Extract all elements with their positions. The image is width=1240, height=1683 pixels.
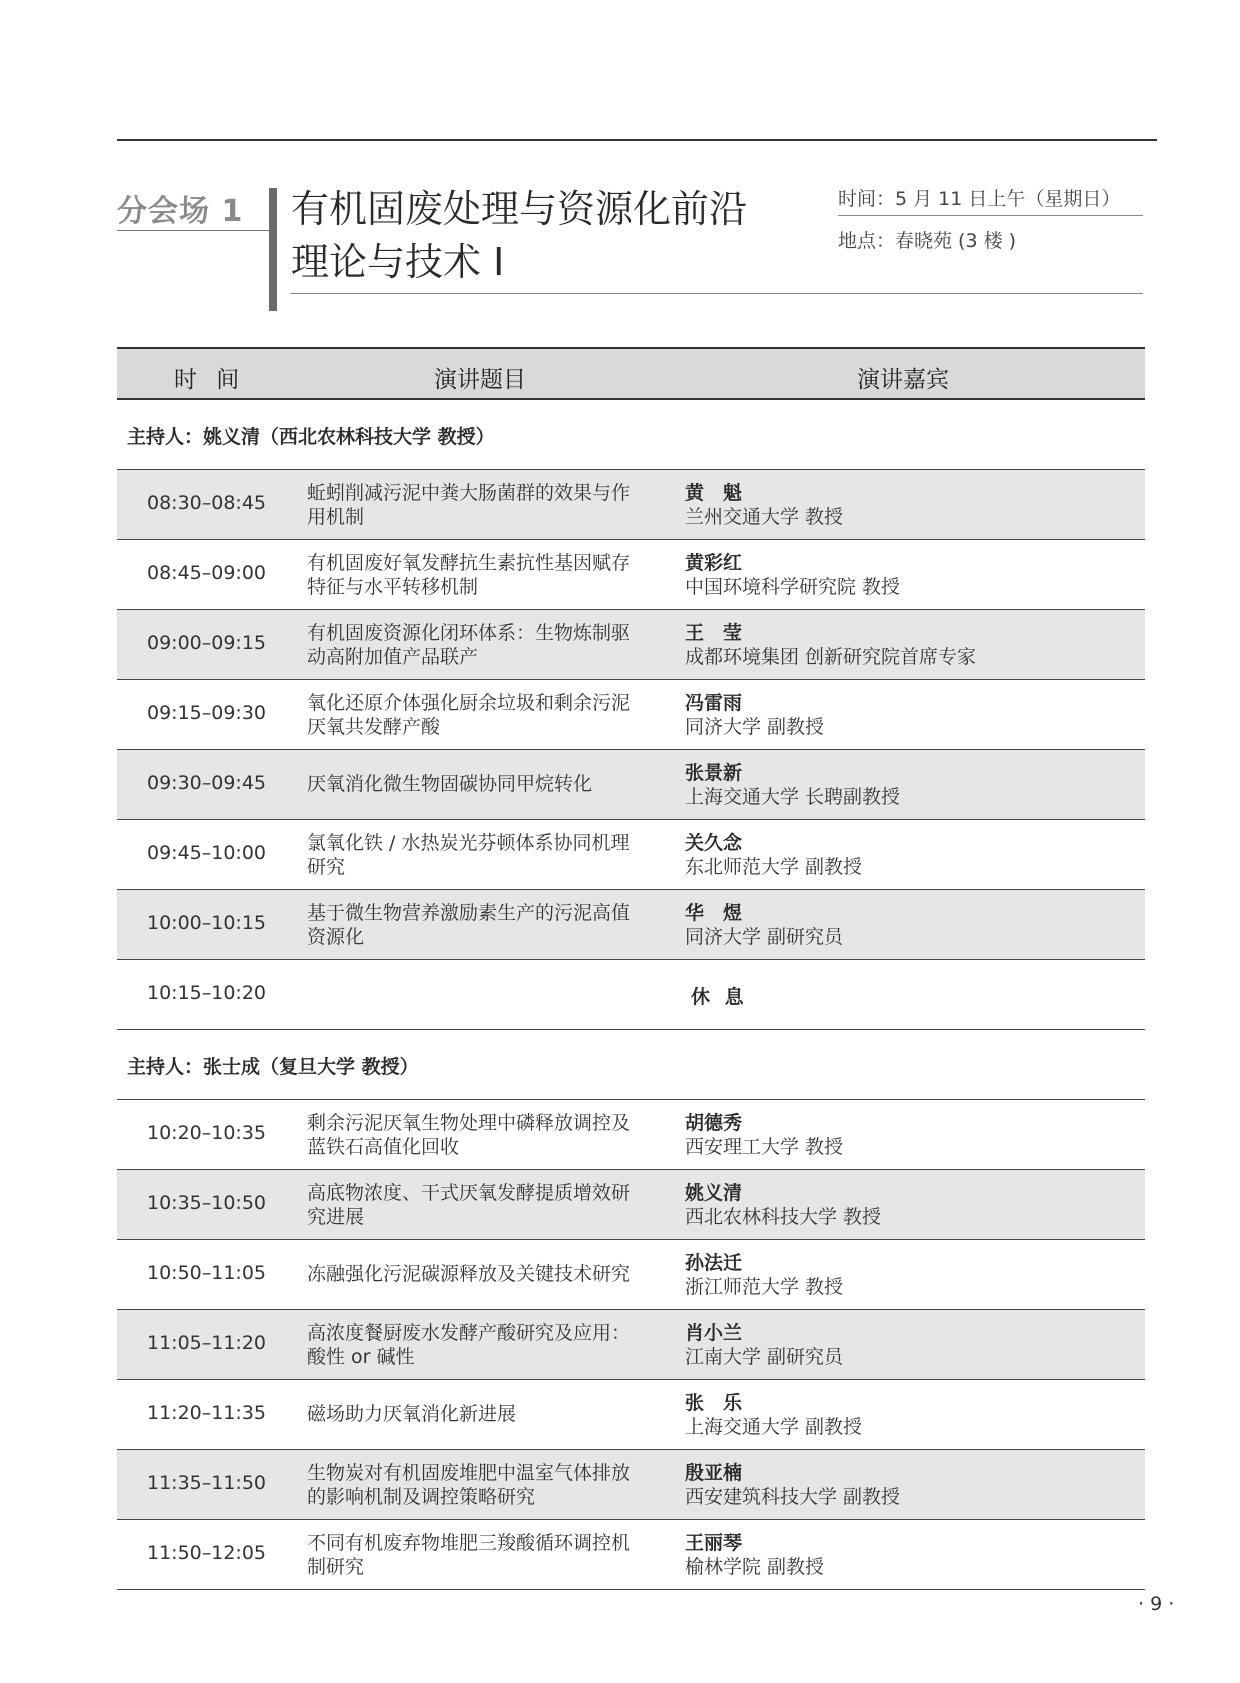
speaker-affiliation: 上海交通大学 副教授 bbox=[685, 1416, 863, 1438]
speaker-affiliation: 浙江师范大学 教授 bbox=[685, 1276, 844, 1298]
speaker-name: 黄 魁 bbox=[685, 482, 743, 504]
table-row bbox=[117, 750, 1145, 820]
talk-topic bbox=[307, 1111, 662, 1159]
talk-topic-line: 厌氧消化微生物固碳协同甲烷转化 bbox=[307, 773, 593, 795]
talk-topic-line: 氯氧化铁 / 水热炭光芬顿体系协同机理 bbox=[307, 832, 630, 854]
speaker-name: 黄彩红 bbox=[685, 552, 743, 574]
speaker-name: 王 莹 bbox=[685, 622, 743, 644]
speaker-name: 殷亚楠 bbox=[685, 1462, 743, 1484]
talk-topic-line: 研究 bbox=[307, 856, 346, 878]
speaker bbox=[685, 1321, 1125, 1369]
session-label: 分会场 1 bbox=[117, 194, 244, 229]
talk-topic bbox=[307, 1181, 662, 1229]
speaker-affiliation: 西北农林科技大学 教授 bbox=[685, 1206, 882, 1228]
host-label: 主持人：姚义清（西北农林科技大学 教授） bbox=[127, 426, 495, 448]
session-title-line1: 有机固废处理与资源化前沿 bbox=[291, 187, 748, 231]
talk-topic bbox=[307, 1402, 662, 1426]
talk-topic-line: 特征与水平转移机制 bbox=[307, 576, 479, 598]
talk-topic-line: 有机固废好氧发酵抗生素抗性基因赋存 bbox=[307, 552, 631, 574]
meta-divider-bottom bbox=[290, 293, 1143, 294]
speaker-name: 华 煜 bbox=[685, 902, 743, 924]
speaker-affiliation: 同济大学 副研究员 bbox=[685, 926, 844, 948]
title-accent-bar bbox=[269, 188, 277, 311]
speaker bbox=[685, 761, 1125, 809]
table-row bbox=[117, 470, 1145, 540]
session-time-slot: 10:20–10:35 bbox=[147, 1122, 267, 1144]
speaker-affiliation: 江南大学 副研究员 bbox=[685, 1346, 844, 1368]
column-header-topic: 演讲题目 bbox=[434, 367, 526, 393]
speaker-affiliation: 西安理工大学 教授 bbox=[685, 1136, 844, 1158]
table-row bbox=[117, 1520, 1145, 1590]
talk-topic-line: 的影响机制及调控策略研究 bbox=[307, 1486, 536, 1508]
session-time-slot: 11:35–11:50 bbox=[147, 1472, 267, 1494]
speaker-name: 肖小兰 bbox=[685, 1322, 743, 1344]
talk-topic-line: 究进展 bbox=[307, 1206, 365, 1228]
talk-topic-line: 蚯蚓削减污泥中粪大肠菌群的效果与作 bbox=[307, 482, 631, 504]
speaker-name: 冯雷雨 bbox=[685, 692, 743, 714]
speaker-name: 胡德秀 bbox=[685, 1112, 743, 1134]
speaker-affiliation: 西安建筑科技大学 副教授 bbox=[685, 1486, 901, 1508]
session-time-slot: 09:00–09:15 bbox=[147, 632, 267, 654]
break-time: 10:15–10:20 bbox=[147, 982, 267, 1004]
table-row bbox=[117, 1310, 1145, 1380]
session-time: 时间：5 月 11 日上午（星期日） bbox=[838, 188, 1121, 210]
talk-topic bbox=[307, 1461, 662, 1509]
talk-topic-line: 用机制 bbox=[307, 506, 365, 528]
speaker bbox=[685, 1181, 1125, 1229]
speaker-affiliation: 中国环境科学研究院 教授 bbox=[685, 576, 901, 598]
speaker bbox=[685, 481, 1125, 529]
table-row bbox=[117, 890, 1145, 960]
speaker-affiliation: 兰州交通大学 教授 bbox=[685, 506, 844, 528]
speaker-affiliation: 成都环境集团 创新研究院首席专家 bbox=[685, 646, 977, 668]
talk-topic-line: 不同有机废弃物堆肥三羧酸循环调控机 bbox=[307, 1532, 631, 1554]
talk-topic bbox=[307, 1262, 662, 1286]
talk-topic bbox=[307, 691, 662, 739]
table-row bbox=[117, 540, 1145, 610]
speaker-name: 王丽琴 bbox=[685, 1532, 743, 1554]
column-header-time: 时 间 bbox=[174, 367, 246, 393]
table-row bbox=[117, 1240, 1145, 1310]
break-label: 休 息 bbox=[691, 986, 748, 1008]
talk-topic bbox=[307, 772, 662, 796]
meta-divider bbox=[838, 215, 1143, 216]
session-time-slot: 08:30–08:45 bbox=[147, 492, 267, 514]
talk-topic-line: 剩余污泥厌氧生物处理中磷释放调控及 bbox=[307, 1112, 631, 1134]
table-row bbox=[117, 1100, 1145, 1170]
session-time-slot: 11:05–11:20 bbox=[147, 1332, 267, 1354]
session-time-slot: 09:30–09:45 bbox=[147, 772, 267, 794]
session-time-slot: 10:50–11:05 bbox=[147, 1262, 267, 1284]
speaker bbox=[685, 1461, 1125, 1509]
speaker bbox=[685, 551, 1125, 599]
talk-topic-line: 生物炭对有机固废堆肥中温室气体排放 bbox=[307, 1462, 631, 1484]
column-header-speaker: 演讲嘉宾 bbox=[857, 367, 949, 393]
talk-topic bbox=[307, 1531, 662, 1579]
speaker bbox=[685, 1251, 1125, 1299]
session-title-line2: 理论与技术 I bbox=[291, 240, 505, 284]
session-time-slot: 08:45–09:00 bbox=[147, 562, 267, 584]
talk-topic bbox=[307, 481, 662, 529]
speaker-name: 关久念 bbox=[685, 832, 743, 854]
talk-topic-line: 氧化还原介体强化厨余垃圾和剩余污泥 bbox=[307, 692, 631, 714]
break-row bbox=[117, 960, 1145, 1030]
speaker bbox=[685, 901, 1125, 949]
schedule-group-2 bbox=[117, 1100, 1145, 1590]
speaker bbox=[685, 1391, 1125, 1439]
table-header bbox=[117, 347, 1145, 400]
talk-topic-line: 高浓度餐厨废水发酵产酸研究及应用： bbox=[307, 1322, 631, 1344]
speaker-name: 张景新 bbox=[685, 762, 743, 784]
table-row bbox=[117, 1450, 1145, 1520]
talk-topic-line: 蓝铁石高值化回收 bbox=[307, 1136, 460, 1158]
session-title bbox=[291, 183, 811, 289]
speaker-affiliation: 榆林学院 副教授 bbox=[685, 1556, 825, 1578]
talk-topic bbox=[307, 1321, 662, 1369]
talk-topic bbox=[307, 901, 662, 949]
session-time-slot: 10:35–10:50 bbox=[147, 1192, 267, 1214]
page-number: · 9 · bbox=[1138, 1593, 1175, 1615]
table-row bbox=[117, 820, 1145, 890]
top-rule bbox=[117, 139, 1157, 141]
talk-topic-line: 酸性 or 碱性 bbox=[307, 1346, 415, 1368]
talk-topic-line: 基于微生物营养激励素生产的污泥高值 bbox=[307, 902, 631, 924]
speaker-name: 张 乐 bbox=[685, 1392, 743, 1414]
talk-topic-line: 冻融强化污泥碳源释放及关键技术研究 bbox=[307, 1263, 631, 1285]
speaker bbox=[685, 691, 1125, 739]
session-time-slot: 09:45–10:00 bbox=[147, 842, 267, 864]
speaker bbox=[685, 831, 1125, 879]
talk-topic-line: 厌氧共发酵产酸 bbox=[307, 716, 441, 738]
talk-topic-line: 制研究 bbox=[307, 1556, 365, 1578]
speaker-affiliation: 上海交通大学 长聘副教授 bbox=[685, 786, 901, 808]
session-venue: 地点：春晓苑 (3 楼 ) bbox=[838, 230, 1017, 252]
table-row bbox=[117, 1380, 1145, 1450]
speaker-name: 姚义清 bbox=[685, 1182, 743, 1204]
talk-topic bbox=[307, 551, 662, 599]
table-row bbox=[117, 1170, 1145, 1240]
speaker bbox=[685, 1111, 1125, 1159]
table-row bbox=[117, 680, 1145, 750]
talk-topic-line: 动高附加值产品联产 bbox=[307, 646, 479, 668]
talk-topic bbox=[307, 621, 662, 669]
speaker-affiliation: 东北师范大学 副教授 bbox=[685, 856, 863, 878]
talk-topic-line: 高底物浓度、干式厌氧发酵提质增效研 bbox=[307, 1182, 631, 1204]
session-time-slot: 11:20–11:35 bbox=[147, 1402, 267, 1424]
schedule-table bbox=[117, 347, 1145, 1590]
session-time-slot: 10:00–10:15 bbox=[147, 912, 267, 934]
schedule-group-1 bbox=[117, 470, 1145, 960]
session-time-slot: 11:50–12:05 bbox=[147, 1542, 267, 1564]
talk-topic bbox=[307, 831, 662, 879]
speaker bbox=[685, 1531, 1125, 1579]
host-row bbox=[117, 1030, 1145, 1100]
speaker-name: 孙法迁 bbox=[685, 1252, 743, 1274]
talk-topic-line: 有机固废资源化闭环体系：生物炼制驱 bbox=[307, 622, 631, 644]
talk-topic-line: 资源化 bbox=[307, 926, 365, 948]
speaker-affiliation: 同济大学 副教授 bbox=[685, 716, 825, 738]
host-row bbox=[117, 400, 1145, 470]
speaker bbox=[685, 621, 1125, 669]
talk-topic-line: 磁场助力厌氧消化新进展 bbox=[307, 1403, 517, 1425]
session-time-slot: 09:15–09:30 bbox=[147, 702, 267, 724]
host-label: 主持人：张士成（复旦大学 教授） bbox=[127, 1056, 419, 1078]
session-label-rule bbox=[117, 230, 270, 231]
table-row bbox=[117, 610, 1145, 680]
